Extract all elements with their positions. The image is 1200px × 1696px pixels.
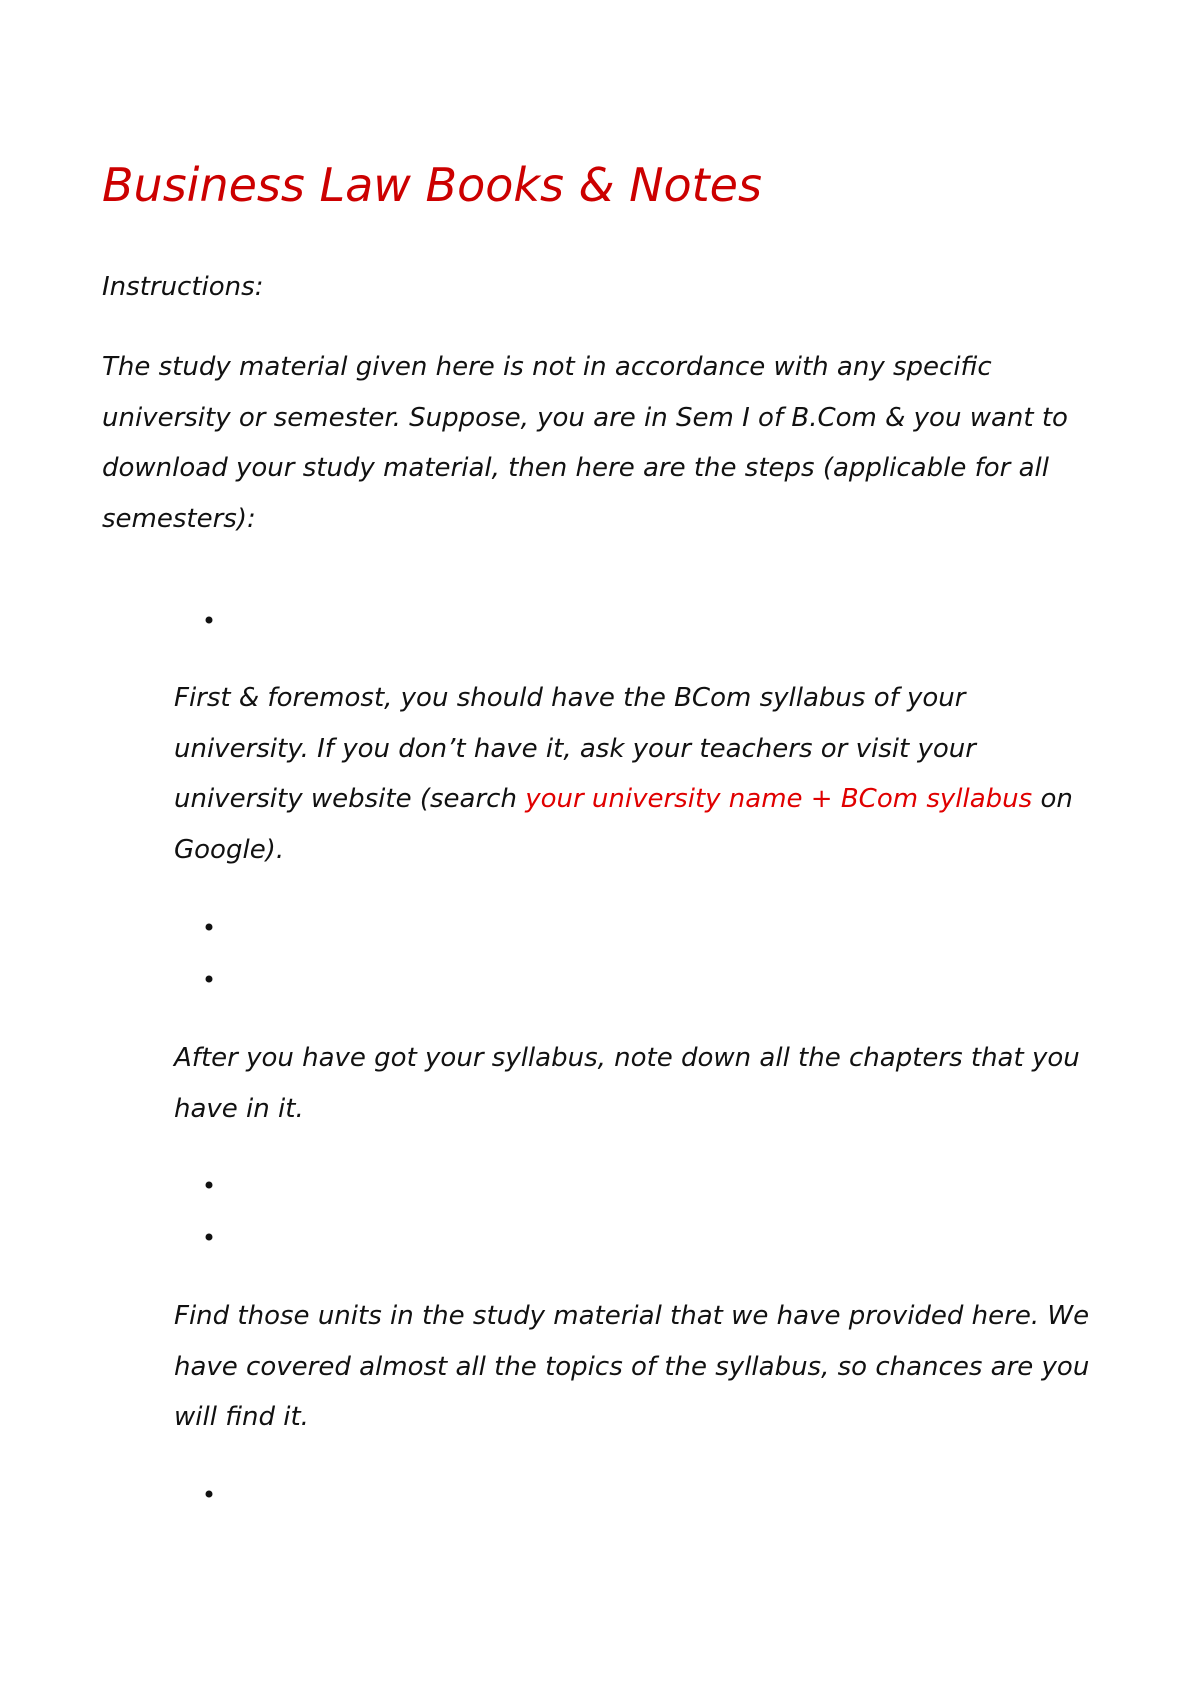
step-1-text-before: First & foremost, you should have the BCom syllabus of your university. If you don’t have it, ask your teachers or visit your university website (search — [174, 683, 976, 814]
step-3-paragraph: Find those units in the study material that we have provided here. We have covered almost all the topics of the syllabus, so chances are you will find it. — [174, 1301, 1090, 1432]
bullet-icon — [206, 976, 213, 983]
step-1-paragraph — [174, 673, 1094, 875]
bullet-icon — [206, 617, 213, 624]
bullet-icon — [206, 1234, 213, 1241]
page-title: Business Law Books & Notes — [102, 158, 762, 212]
bullet-icon — [206, 924, 213, 931]
step-2-paragraph: After you have got your syllabus, note down all the chapters that you have in it. — [174, 1043, 1080, 1124]
bullet-icon — [206, 1182, 213, 1189]
instructions-label: Instructions: — [102, 272, 264, 302]
bullet-icon — [206, 1491, 213, 1498]
step-1-highlight: your university name + BCom syllabus — [525, 784, 1033, 814]
step-1-text-after: on Google). — [174, 784, 1073, 865]
intro-paragraph: The study material given here is not in accordance with any specific university or semester. Suppose, you are in Sem I of B.Com & you want to download your study material, then here are the steps (applicable for all semesters): — [102, 352, 1068, 534]
